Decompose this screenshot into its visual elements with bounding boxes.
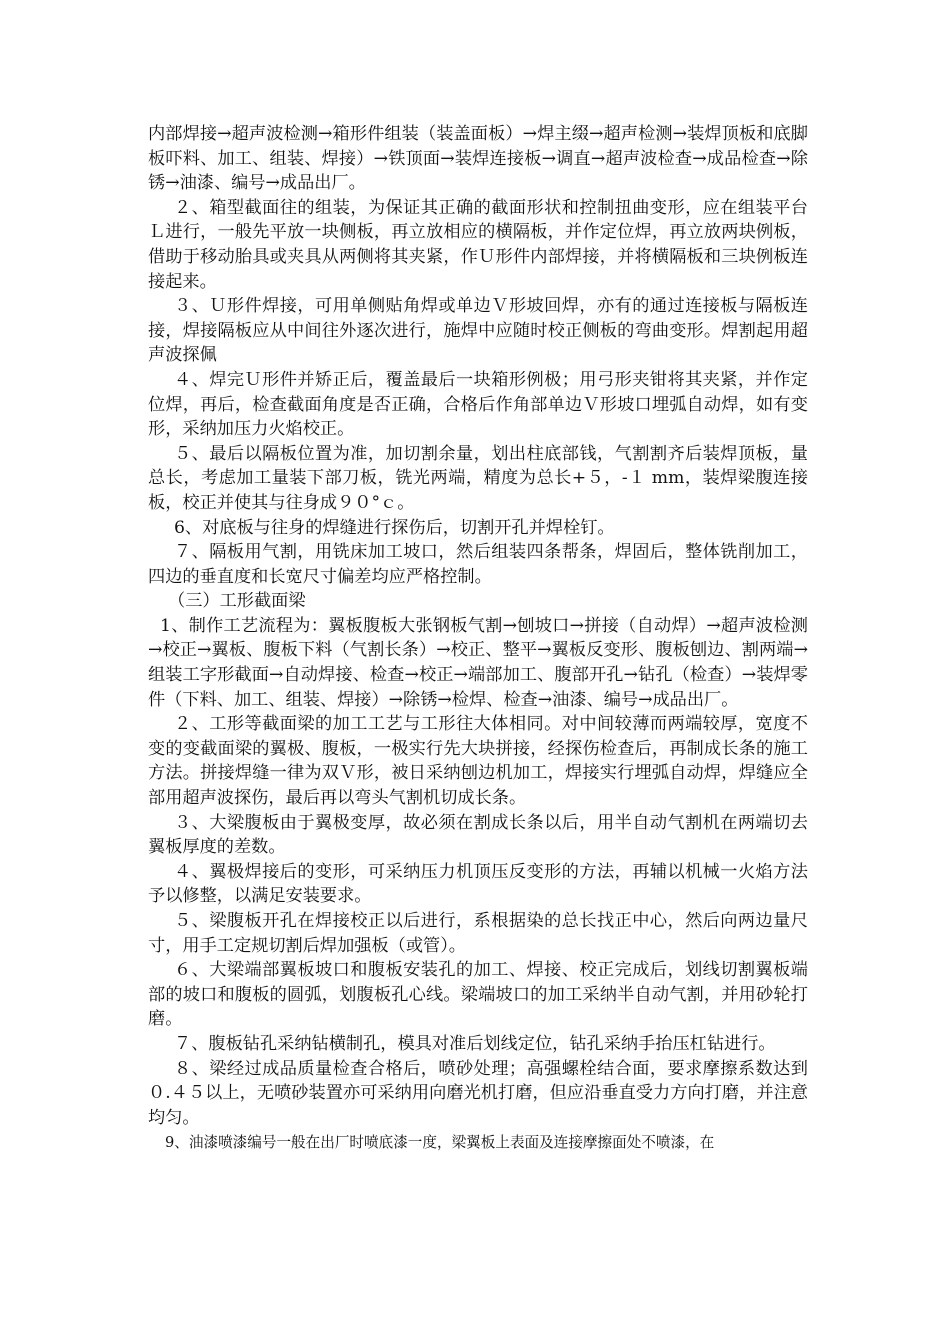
paragraph-cover-plate: ４、焊完Ｕ形件并矫正后，覆盖最后一块箱形例极；用弓形夹钳将其夹紧，并作定位焊，再后，检查截面角度是否正确，合格后作角部单边Ｖ形坡口埋弧自动焊，如有变形，采纳加压力火焰校正。 (148, 369, 808, 440)
paragraph-drilling: ７、腹板钻孔采纳钻横制孔，模具对准后划线定位，钻孔采纳手抬压杠钻进行。 (174, 1033, 776, 1054)
paragraph-base-plate: 6、对底板与往身的焊缝进行探伤后，切割开孔并焊栓钉。 (174, 517, 615, 538)
section-heading-i-beam: （三）工形截面梁 (168, 591, 306, 612)
paragraph-end-processing: ６、大梁端部翼板坡口和腹板安装孔的加工、焊接、校正完成后，划线切割翼板端部的坡口和腹板的圆弧，划腹板孔心线。梁端坡口的加工采纳半自动气割，并用砂轮打磨。 (148, 960, 808, 1030)
document-page (148, 122, 808, 1154)
paragraph-diaphragm: ７、隔板用气割，用铣床加工坡口，然后组装四条帮条，焊固后，整体铣削加工，四边的垂直度和长宽尺寸偏差均应严格控制。 (148, 542, 808, 587)
paragraph-web-opening: ５、梁腹板开孔在焊接校正以后进行，系根据染的总长找正中心，然后向两边量尺寸，用手工定规切割后焊加强板（或管）。 (148, 911, 808, 956)
paragraph-cut-length: ５、最后以隔板位置为准，加切割余量，划出柱底部钱，气割割齐后装焊顶板，量总长，考虑加工量装下部刀板，铣光两端，精度为总长+５，-１ mm，装焊梁腹连接板，校正并使其与往身成９０°ｃ。 (148, 443, 808, 513)
paragraph-sandblasting: ８、梁经过成品质量检查合格后，喷砂处理；高强螺栓结合面，要求摩擦系数达到０.４５以上，无喷砂装置亦可采纳用向磨光机打磨，但应沿垂直受力方向打磨，并注意均匀。 (148, 1058, 808, 1128)
paragraph-flange-deformation: ４、翼极焊接后的变形，可采纳压力机顶压反变形的方法，再辅以机械一火焰方法予以修整，以满足安装要求。 (148, 861, 808, 907)
paragraph-painting: 9、油漆喷漆编号一般在出厂时喷底漆一度，梁翼板上表面及连接摩擦面处不喷漆，在 (165, 1134, 715, 1152)
paragraph-u-welding: ３、Ｕ形件焊接，可用单侧贴角焊或单边Ｖ形坡回焊，亦有的通过连接板与隔板连接，焊接隔板应从中间往外逐次进行，施焊中应随时校正侧板的弯曲变形。焊割起用超声波探佩 (148, 296, 808, 366)
paragraph-flow-i-beam: 1、制作工艺流程为：翼板腹板大张钢板气割→刨坡口→拼接（自动焊）→超声波检测→校正→翼板、腹板下料（气割长条）→校正、整平→翼板反变形、腹板刨边、割两端→组装工字形截面→自动焊接、检查→校正→端部加工、腹部开孔→钻孔（检查）→装焊零件（下料、加工、组装、焊接）→除锈→检焊、检查→油漆、编号→成品出厂。 (148, 615, 808, 710)
paragraph-flow-box-column: 内部焊接→超声波检测→箱形件组装（装盖面板）→焊主缀→超声检测→装焊顶板和底脚板吓料、加工、组装、焊接）→铁顶面→装焊连接板→调直→超声波检查→成品检查→除锈→油漆、编号→成品出厂。 (148, 124, 808, 194)
paragraph-variable-section: ２、工形等截面梁的加工工艺与工形往大体相同。对中间较薄而两端较厚，宽度不变的变截面梁的翼极、腹板，一极实行先大块拼接，经探伤检查后，再制成长条的施工方法。拼接焊缝一律为双Ｖ形，被日采纳刨边机加工，焊接实行埋弧自动焊，焊缝应全部用超声波探伤，最后再以弯头气割机切成长条。 (148, 714, 808, 809)
paragraph-box-column-assembly: ２、箱型截面往的组装，为保证其正确的截面形状和控制扭曲变形，应在组装平台Ｌ进行，一般先平放一块侧板，再立放相应的横隔板，并作定位焊，再立放两块例板，借助于移动胎具或夹具从两侧将其夹紧，作Ｕ形件内部焊接，并将横隔板和三块例板连接起来。 (148, 197, 808, 292)
paragraph-web-cutting: ３、大梁腹板由于翼极变厚，故必须在割成长条以后，用半自动气割机在两端切去翼板厚度的差数。 (148, 812, 808, 858)
